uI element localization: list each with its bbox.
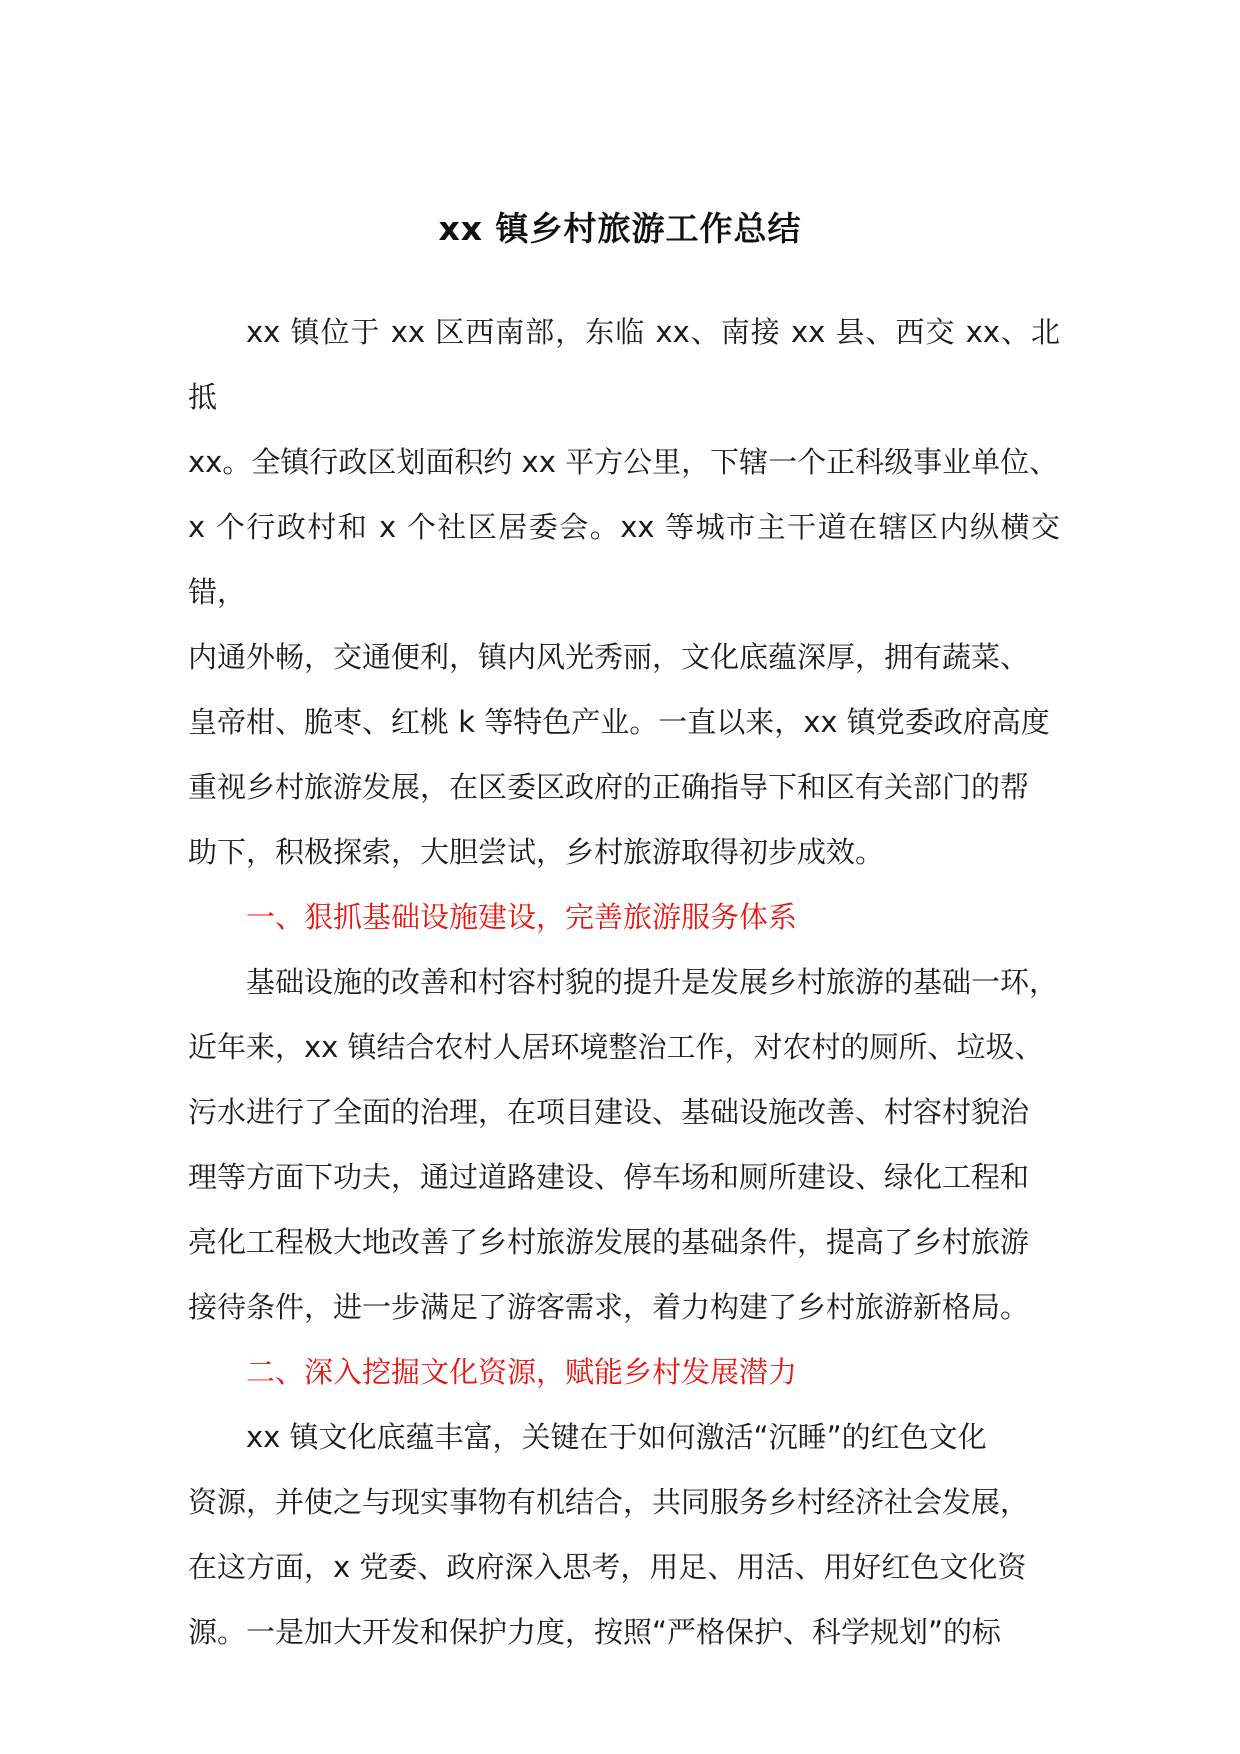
- intro-paragraph: xx 镇位于 xx 区西南部，东临 xx、南接 xx 县、西交 xx、北抵 xx。全镇行政区划面积约 xx 平方公里，下辖一个正科级事业单位、 x 个行政村和 x 个社区居委会。xx 等城市主干道在辖区内纵横交错， 内通外畅，交通便利，镇内风光秀丽，文化底蕴深厚，拥有蔬菜、 皇帝柑、脆枣、红桃 k 等特色产业。一直以来，xx 镇党委政府高度 重视乡村旅游发展，在区委区政府的正确指导下和区有关部门的帮 助下，积极探索，大胆尝试，乡村旅游取得初步成效。: [188, 315, 1060, 869]
- document-body: [188, 300, 1060, 1665]
- section-heading-2: 二、深入挖掘文化资源，赋能乡村发展潜力: [246, 1355, 798, 1389]
- section-1-paragraph: 基础设施的改善和村容村貌的提升是发展乡村旅游的基础一环， 近年来，xx 镇结合农村人居环境整治工作，对农村的厕所、垃圾、 污水进行了全面的治理，在项目建设、基础设施改善、村容村貌治 理等方面下功夫，通过道路建设、停车场和厕所建设、绿化工程和 亮化工程极大地改善了乡村旅游发展的基础条件，提高了乡村旅游 接待条件，进一步满足了游客需求，着力构建了乡村旅游新格局。: [188, 965, 1059, 1324]
- document-title: xx 镇乡村旅游工作总结: [438, 209, 802, 248]
- section-2-paragraph: xx 镇文化底蕴丰富，关键在于如何激活“沉睡”的红色文化 资源，并使之与现实事物有机结合，共同服务乡村经济社会发展， 在这方面，x 党委、政府深入思考，用足、用活、用好红色文化资 源。一是加大开发和保护力度，按照“严格保护、科学规划”的标: [188, 1420, 1030, 1649]
- section-heading-1: 一、狠抓基础设施建设，完善旅游服务体系: [246, 900, 798, 934]
